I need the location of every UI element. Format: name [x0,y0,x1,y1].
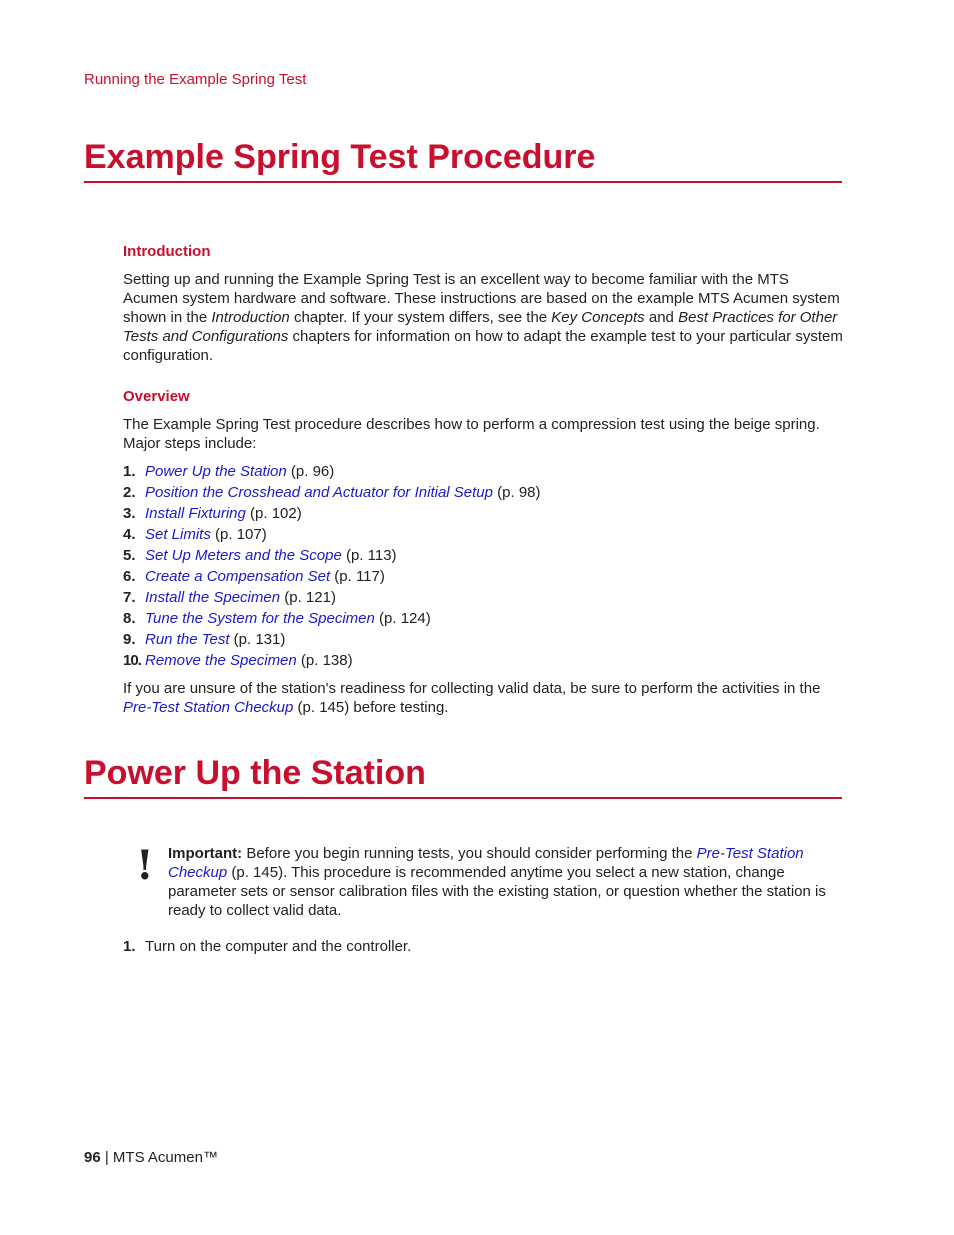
step-link[interactable]: Set Limits [145,526,211,543]
page-footer: 96 | MTS Acumen™ [84,1149,218,1166]
section-heading-overview: Overview [123,388,190,405]
introduction-paragraph: Setting up and running the Example Spring Test is an excellent way to become familiar with the MTS Acumen system hardware and software. These instructions are based on the example MTS Acumen system shown in the Introduction chapter. If your system differs, see the Key Concepts and Best Practices for Other Tests and Configurations chapters for information on how to adapt the example test to your particular system configuration. [123,271,843,364]
pre-test-checkup-link-2[interactable]: Pre-Test Station Checkup [168,845,804,881]
list-item: 9. Run the Test (p. 131) [123,631,286,648]
step-link[interactable]: Power Up the Station [145,463,287,480]
breadcrumb: Running the Example Spring Test [84,71,307,88]
important-icon: ! [136,842,154,889]
step-link[interactable]: Install the Specimen [145,589,281,606]
steps-list [123,461,541,671]
list-item: 4. Set Limits (p. 107) [123,526,267,543]
step-link[interactable]: Tune the System for the Specimen [145,610,375,627]
pre-test-checkup-link[interactable]: Pre-Test Station Checkup [123,699,294,716]
overview-paragraph: The Example Spring Test procedure describes how to perform a compression test using the beige spring. Major steps include: [123,416,820,452]
section-heading-introduction: Introduction [123,243,211,260]
product-name: MTS Acumen™ [112,1149,218,1166]
list-item: 8. Tune the System for the Specimen (p. 124) [123,610,431,627]
step-link[interactable]: Remove the Specimen [145,652,297,669]
list-item: 1. Turn on the computer and the controller. [123,938,412,955]
list-item: 10. Remove the Specimen (p. 138) [123,652,353,669]
list-item: 2. Position the Crosshead and Actuator for Initial Setup (p. 98) [123,484,541,501]
step-link[interactable]: Install Fixturing [145,505,246,522]
important-note: Important: Before you begin running tests, you should consider performing the Pre-Test Station Checkup (p. 145). This procedure is recommended anytime you select a new station, change parameter sets or sensor calibration files with the existing station, or question whether the station is ready to collect valid data. [168,845,826,919]
step-link[interactable]: Position the Crosshead and Actuator for Initial Setup [145,484,493,501]
list-item: 5. Set Up Meters and the Scope (p. 113) [123,547,397,564]
list-item: 3. Install Fixturing (p. 102) [123,505,302,522]
step-link[interactable]: Set Up Meters and the Scope [145,547,342,564]
step-link[interactable]: Create a Compensation Set [145,568,331,585]
list-item: 6. Create a Compensation Set (p. 117) [123,568,385,585]
page-title: Example Spring Test Procedure [84,137,842,183]
checkup-paragraph: If you are unsure of the station's readiness for collecting valid data, be sure to perform the activities in the Pre-Test Station Checkup (p. 145) before testing. [123,680,821,716]
page-number: 96 [84,1149,101,1166]
section-title-power-up: Power Up the Station [84,753,842,799]
step-link[interactable]: Run the Test [145,631,230,648]
list-item: 7. Install the Specimen (p. 121) [123,589,336,606]
list-item: 1. Power Up the Station (p. 96) [123,463,335,480]
